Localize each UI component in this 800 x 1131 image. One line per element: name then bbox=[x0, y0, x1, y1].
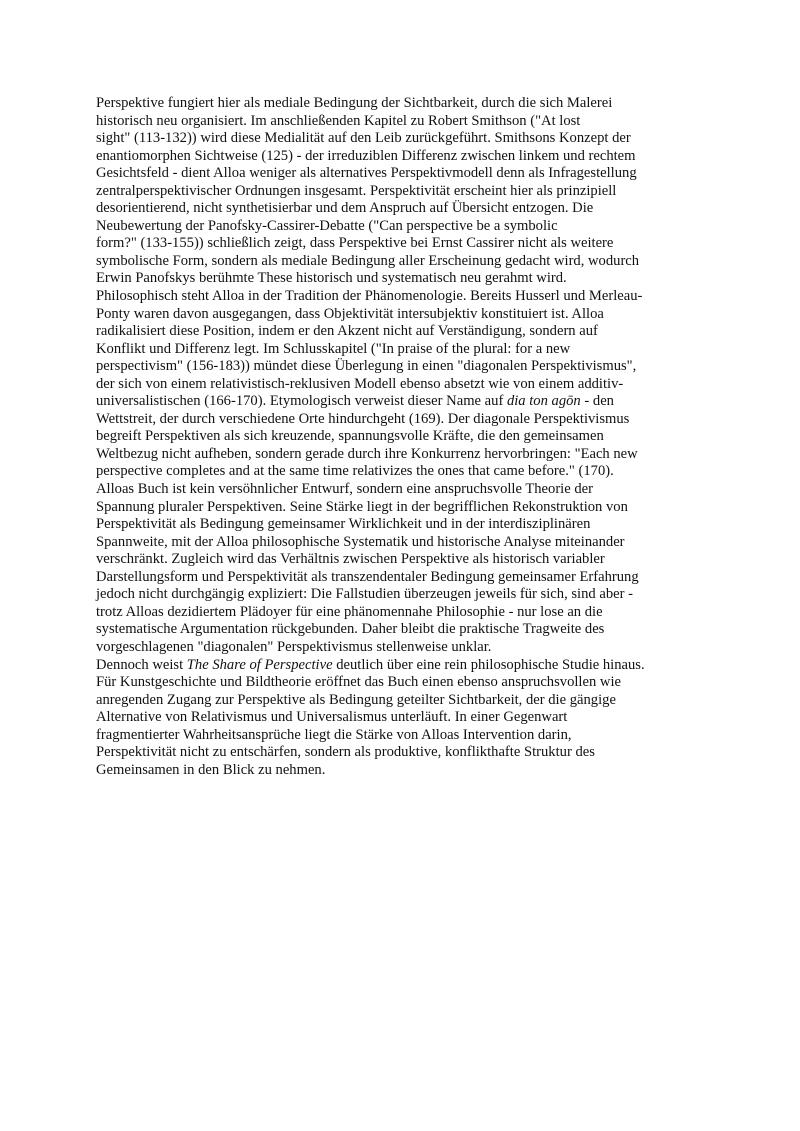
text-line: form?" (133-155)) schließlich zeigt, dass Perspektive bei Ernst Cassirer nicht als weitere bbox=[96, 235, 614, 252]
text-line: symbolische Form, sondern als mediale Bedingung aller Erscheinung gedacht wird, wodurch bbox=[96, 252, 640, 269]
text-line bbox=[96, 657, 706, 675]
text-line: Gesichtsfeld - dient Alloa weniger als alternatives Perspektivmodell denn als Infragestellung bbox=[96, 165, 637, 182]
text-line: Erwin Panofskys berühmte These historisch und systematisch neu gerahmt wird. bbox=[96, 270, 567, 287]
text-line: Konflikt und Differenz legt. Im Schlusskapitel ("In praise of the plural: for a new bbox=[96, 340, 571, 357]
text-line: Alternative von Relativismus und Universalismus unterläuft. In einer Gegenwart bbox=[96, 709, 568, 726]
text-line: der sich von einem relativistisch-reklusiven Modell ebenso absetzt wie von einem additiv- bbox=[96, 375, 624, 392]
text-line: Gemeinsamen in den Blick zu nehmen. bbox=[96, 761, 326, 778]
text-line: Für Kunstgeschichte und Bildtheorie eröffnet das Buch einen ebenso anspruchsvollen wie bbox=[96, 674, 621, 691]
text-line: Weltbezug nicht aufheben, sondern gerade durch ihre Konkurrenz hervorbringen: "Each new bbox=[96, 445, 638, 462]
text-line: Spannung pluraler Perspektiven. Seine Stärke liegt in der begrifflichen Rekonstruktion von bbox=[96, 498, 628, 515]
text-line: Philosophisch steht Alloa in der Tradition der Phänomenologie. Bereits Husserl und Merleau- bbox=[96, 288, 643, 305]
text-line: verschränkt. Zugleich wird das Verhältnis zwischen Perspektive als historisch variabler bbox=[96, 551, 605, 568]
text-line: radikalisiert diese Position, indem er den Akzent nicht auf Verständigung, sondern auf bbox=[96, 323, 598, 340]
text-line: historisch neu organisiert. Im anschließenden Kapitel zu Robert Smithson ("At lost bbox=[96, 112, 581, 129]
text-line: zentralperspektivischer Ordnungen insgesamt. Perspektivität erscheint hier als prinzipiell bbox=[96, 182, 617, 199]
text-line: enantiomorphen Sichtweise (125) - der irreduziblen Differenz zwischen linkem und rechtem bbox=[96, 147, 636, 164]
text-line: jedoch nicht durchgängig expliziert: Die Fallstudien überzeugen jeweils für sich, sind aber - bbox=[96, 586, 633, 603]
text-run: Dennoch weist bbox=[96, 656, 187, 673]
text-line: Perspektivität als Bedingung gemeinsamer Wirklichkeit und in der interdisziplinären bbox=[96, 516, 591, 533]
text-run: deutlich über eine rein philosophische Studie hinaus. bbox=[332, 656, 645, 673]
book-title: The Share of Perspective bbox=[186, 656, 333, 673]
text-run: - den bbox=[580, 393, 614, 410]
text-line: fragmentierter Wahrheitsansprüche liegt die Stärke von Alloas Intervention darin, bbox=[96, 726, 572, 743]
text-line: perspective completes and at the same time relativizes the ones that came before." (170). bbox=[96, 463, 614, 480]
text-line: vorgeschlagenen "diagonalen" Perspektivismus stellenweise unklar. bbox=[96, 638, 492, 655]
body-text bbox=[96, 95, 706, 779]
text-line: perspectivism" (156-183)) mündet diese Überlegung in einen "diagonalen Perspektivismus", bbox=[96, 358, 637, 375]
text-line bbox=[96, 393, 706, 411]
text-line: Darstellungsform und Perspektivität als transzendentaler Bedingung gemeinsamer Erfahrung bbox=[96, 568, 639, 585]
text-line: systematische Argumentation rückgebunden. Daher bleibt die praktische Tragweite des bbox=[96, 621, 605, 638]
text-line: trotz Alloas dezidiertem Plädoyer für eine phänomennahe Philosophie - nur lose an die bbox=[96, 603, 603, 620]
italic-phrase: dia ton agōn bbox=[506, 393, 581, 410]
text-run: universalistischen (166-170). Etymologisch verweist dieser Name auf bbox=[96, 393, 507, 410]
text-line: Ponty waren davon ausgegangen, dass Objektivität intersubjektiv konstituiert ist. Alloa bbox=[96, 305, 604, 322]
text-line: anregenden Zugang zur Perspektive als Bedingung geteilter Sichtbarkeit, der die gängige bbox=[96, 691, 616, 708]
text-line: Perspektive fungiert hier als mediale Bedingung der Sichtbarkeit, durch die sich Malerei bbox=[96, 95, 613, 111]
text-line: Spannweite, mit der Alloa philosophische Systematik und historische Analyse miteinander bbox=[96, 533, 625, 550]
text-line: Neubewertung der Panofsky-Cassirer-Debatte ("Can perspective be a symbolic bbox=[96, 217, 558, 234]
text-line: Wettstreit, der durch verschiedene Orte hindurchgeht (169). Der diagonale Perspektivismus bbox=[96, 410, 630, 427]
text-line: begreift Perspektiven als sich kreuzende, spannungsvolle Kräfte, die den gemeinsamen bbox=[96, 428, 604, 445]
text-line: Alloas Buch ist kein versöhnlicher Entwurf, sondern eine anspruchsvolle Theorie der bbox=[96, 481, 593, 498]
text-line: Perspektivität nicht zu entschärfen, sondern als produktive, konflikthafte Struktur des bbox=[96, 744, 595, 761]
text-line: desorientierend, nicht synthetisierbar und dem Anspruch auf Übersicht entzogen. Die bbox=[96, 200, 594, 217]
text-line: sight" (113-132)) wird diese Medialität auf den Leib zurückgeführt. Smithsons Konzept der bbox=[96, 130, 631, 147]
